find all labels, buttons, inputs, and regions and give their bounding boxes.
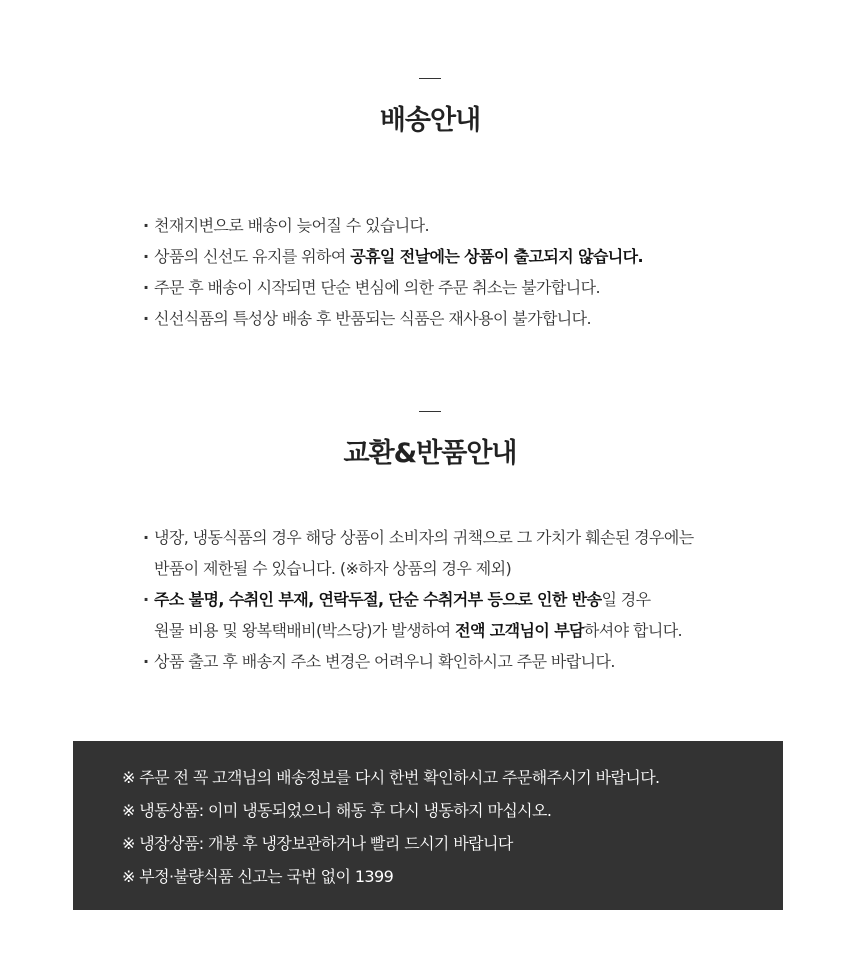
delivery-title: 배송안내 [379,105,481,136]
delivery-item [143,241,643,272]
delivery-item-text: 주문 후 배송이 시작되면 단순 변심에 의한 주문 취소는 불가합니다. [154,278,600,297]
exchange-title: 교환&반품안내 [343,438,517,469]
exchange-item-emphasis: 전액 고객님이 부담 [455,621,584,640]
delivery-item-text: 상품의 신선도 유지를 위하여 [154,247,351,266]
delivery-item [143,210,643,241]
delivery-list [143,210,643,334]
delivery-item-emphasis: 공휴일 전날에는 상품이 출고되지 않습니다. [350,247,643,266]
exchange-item-text: 하셔야 합니다. [583,621,683,640]
exchange-item-text: 일 경우 [601,590,651,609]
exchange-item [143,584,694,646]
exchange-item [143,646,694,677]
notice-line: ※ 주문 전 꼭 고객님의 배송정보를 다시 한번 확인하시고 주문해주시기 바랍니다. [122,768,660,787]
delivery-divider [419,78,441,79]
exchange-item-line [154,584,694,615]
notice-line: ※ 부정·불량식품 신고는 국번 없이 1399 [122,867,394,886]
exchange-item [143,522,694,584]
exchange-item-emphasis: 주소 불명, 수취인 부재, 연락두절, 단순 수취거부 등으로 인한 반송 [154,590,602,609]
notice-box [73,741,783,910]
delivery-item-text: 신선식품의 특성상 배송 후 반품되는 식품은 재사용이 불가합니다. [154,309,592,328]
exchange-item-line [154,615,694,646]
delivery-item [143,272,643,303]
exchange-divider [419,411,441,412]
exchange-item-line: 반품이 제한될 수 있습니다. (※하자 상품의 경우 제외) [154,559,512,578]
exchange-list [143,522,694,677]
delivery-item [143,303,643,334]
exchange-item-text: 원물 비용 및 왕복택배비(박스당)가 발생하여 [154,621,456,640]
exchange-item-text: 상품 출고 후 배송지 주소 변경은 어려우니 확인하시고 주문 바랍니다. [154,652,615,671]
exchange-item-line: · 냉장, 냉동식품의 경우 해당 상품이 소비자의 귀책으로 그 가치가 훼손된 경우에는 [154,528,694,547]
notice-line: ※ 냉동상품: 이미 냉동되었으니 해동 후 다시 냉동하지 마십시오. [122,801,552,820]
delivery-item-text: 천재지변으로 배송이 늦어질 수 있습니다. [154,216,429,235]
notice-line: ※ 냉장상품: 개봉 후 냉장보관하거나 빨리 드시기 바랍니다 [122,834,513,853]
